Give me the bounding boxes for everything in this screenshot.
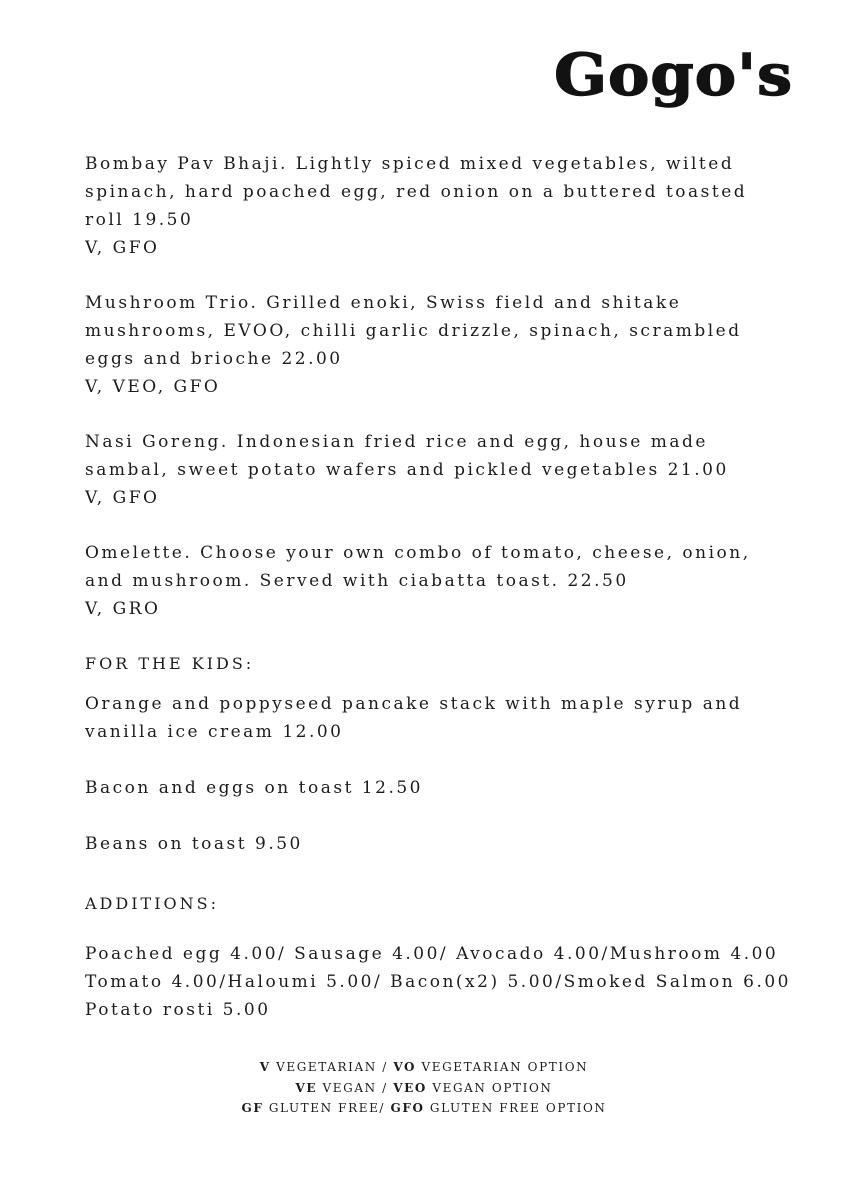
dietary-legend bbox=[0, 1057, 848, 1119]
menu-item-description: sambal, sweet potato wafers and pickled vegetables 21.00 bbox=[85, 460, 729, 480]
additions-line: Tomato 4.00/Haloumi 5.00/ Bacon(x2) 5.00/Smoked Salmon 6.00 bbox=[85, 972, 791, 992]
menu-body bbox=[85, 150, 805, 1024]
legend-line-vegetarian bbox=[0, 1057, 848, 1078]
legend-code: VO bbox=[393, 1060, 417, 1074]
kids-item-description: Bacon and eggs on toast 12.50 bbox=[85, 778, 423, 798]
kids-item-description: Orange and poppyseed pancake stack with maple syrup and bbox=[85, 694, 743, 714]
dietary-tags: V, GRO bbox=[85, 599, 161, 619]
legend-text: GLUTEN FREE OPTION bbox=[424, 1101, 607, 1115]
menu-item-description: Bombay Pav Bhaji. Lightly spiced mixed vegetables, wilted bbox=[85, 154, 735, 174]
legend-text: VEGAN / bbox=[317, 1080, 394, 1095]
legend-text: VEGETARIAN / bbox=[270, 1060, 394, 1074]
legend-code: VEO bbox=[393, 1080, 427, 1095]
menu-item-nasi-goreng bbox=[85, 428, 805, 512]
menu-item-description: mushrooms, EVOO, chilli garlic drizzle, spinach, scrambled bbox=[85, 321, 742, 341]
menu-item-omelette bbox=[85, 539, 805, 623]
dietary-tags: V, VEO, GFO bbox=[85, 377, 221, 397]
menu-item-description: and mushroom. Served with ciabatta toast. 22.50 bbox=[85, 571, 629, 591]
legend-code: GF bbox=[241, 1101, 264, 1115]
kids-item-description: vanilla ice cream 12.00 bbox=[85, 722, 344, 742]
additions-section-heading: ADDITIONS: bbox=[85, 894, 219, 913]
legend-text: VEGETARIAN OPTION bbox=[416, 1060, 589, 1074]
kids-section-heading: FOR THE KIDS: bbox=[85, 654, 255, 673]
kids-item-description: Beans on toast 9.50 bbox=[85, 834, 303, 854]
dietary-tags: V, GFO bbox=[85, 488, 160, 508]
menu-item-mushroom-trio bbox=[85, 289, 805, 401]
menu-item-description: roll 19.50 bbox=[85, 210, 194, 230]
legend-text: GLUTEN FREE/ bbox=[263, 1101, 391, 1115]
legend-text: VEGAN OPTION bbox=[426, 1080, 553, 1095]
menu-item-description: Mushroom Trio. Grilled enoki, Swiss field and shitake bbox=[85, 293, 682, 313]
legend-code: V bbox=[259, 1060, 271, 1074]
menu-item-description: Omelette. Choose your own combo of tomato, cheese, onion, bbox=[85, 543, 751, 563]
dietary-tags: V, GFO bbox=[85, 238, 160, 258]
additions-line: Poached egg 4.00/ Sausage 4.00/ Avocado 4.00/Mushroom 4.00 bbox=[85, 944, 779, 964]
kids-item-beans bbox=[85, 830, 805, 858]
additions-line: Potato rosti 5.00 bbox=[85, 1000, 271, 1020]
additions-list bbox=[85, 940, 805, 1024]
legend-line-gluten-free bbox=[0, 1098, 848, 1119]
legend-code: GFO bbox=[390, 1101, 425, 1115]
menu-item-description: eggs and brioche 22.00 bbox=[85, 349, 343, 369]
legend-line-vegan bbox=[0, 1078, 848, 1099]
menu-item-description: Nasi Goreng. Indonesian fried rice and egg, house made bbox=[85, 432, 708, 452]
kids-item-bacon-eggs bbox=[85, 774, 805, 802]
brand-logo: Gogo's bbox=[554, 40, 793, 109]
menu-item-pav-bhaji bbox=[85, 150, 805, 262]
legend-code: VE bbox=[295, 1080, 318, 1095]
kids-item-pancakes bbox=[85, 690, 805, 746]
menu-item-description: spinach, hard poached egg, red onion on a buttered toasted bbox=[85, 182, 748, 202]
